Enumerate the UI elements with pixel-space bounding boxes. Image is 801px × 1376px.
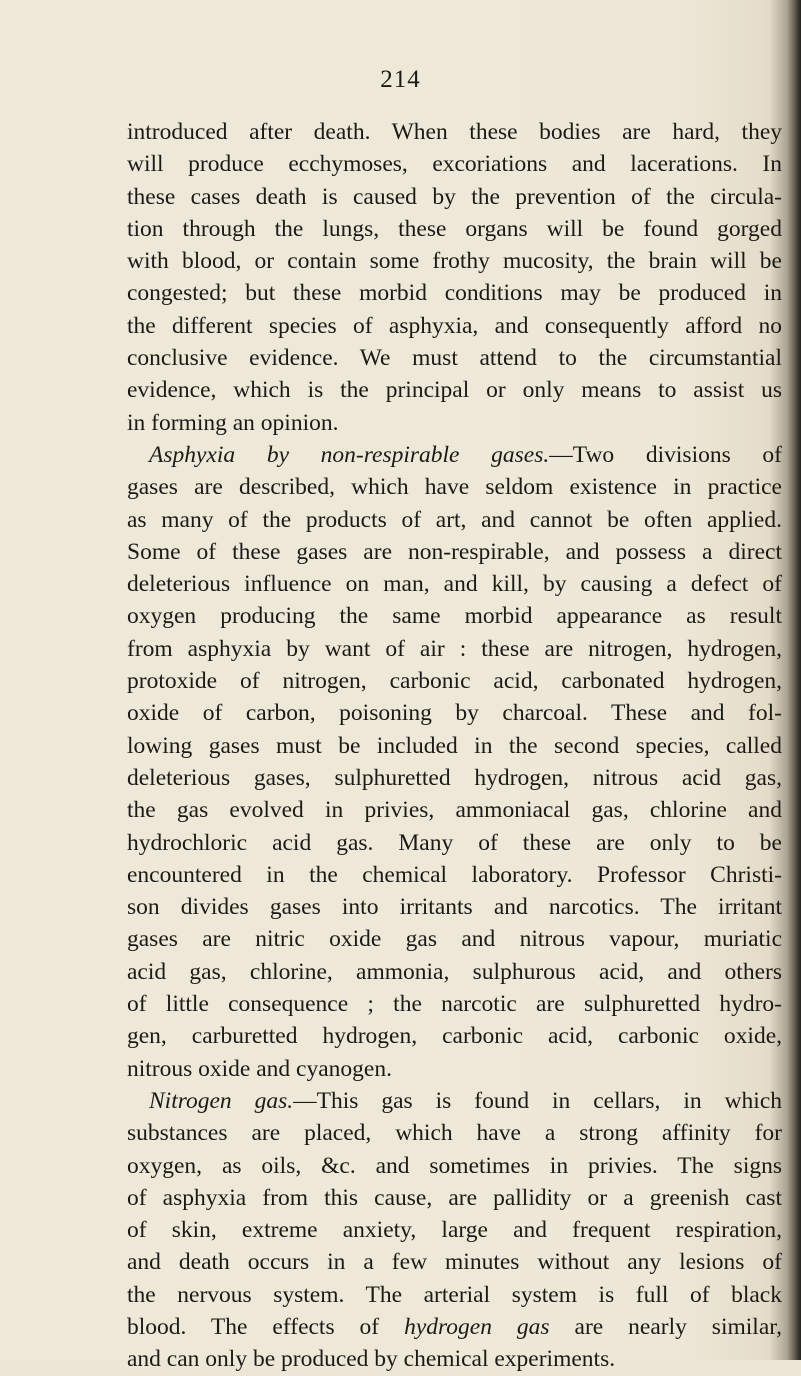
text-line (127, 439, 782, 471)
text-line: oxide of carbon, poisoning by charcoal. These and fol- (127, 700, 782, 727)
text-line: substances are placed, which have a strong affinity for (127, 1120, 782, 1147)
text-line: gases are nitric oxide gas and nitrous vapour, muriatic (127, 926, 782, 953)
text-line: the gas evolved in privies, ammoniacal gas, chlorine and (127, 797, 782, 824)
text-line: deleterious influence on man, and kill, by causing a defect of (127, 571, 782, 598)
text-line: son divides gases into irritants and narcotics. The irritant (127, 894, 782, 921)
text-line: oxygen, as oils, &c. and sometimes in privies. The signs (127, 1152, 782, 1179)
page-number: 214 (380, 66, 421, 93)
text-line: of asphyxia from this cause, are pallidity or a greenish cast (127, 1184, 782, 1211)
text-line: congested; but these morbid conditions may be produced in (127, 280, 782, 307)
text-line: gases are described, which have seldom existence in practice (127, 474, 782, 501)
text-line: with blood, or contain some frothy mucosity, the brain will be (127, 248, 782, 275)
text-line: tion through the lungs, these organs will be found gorged (127, 215, 782, 242)
text-line: and death occurs in a few minutes without any lesions of (127, 1249, 782, 1276)
text-line (127, 1085, 782, 1117)
text-line: Some of these gases are non-respirable, and possess a direct (127, 538, 782, 565)
text-line: acid gas, chlorine, ammonia, sulphurous acid, and others (127, 958, 782, 985)
section-heading: Nitrogen gas. (149, 1087, 294, 1114)
line-text: blood. The effects of (127, 1313, 380, 1340)
line-text: —This gas is found in cellars, in which (293, 1087, 782, 1114)
text-line: as many of the products of art, and cannot be often applied. (127, 506, 782, 533)
italic-term: hydrogen gas (404, 1313, 550, 1340)
text-line: oxygen producing the same morbid appearance as result (127, 603, 782, 630)
text-line: evidence, which is the principal or only means to assist us (127, 377, 782, 404)
text-line: introduced after death. When these bodies are hard, they (127, 119, 782, 145)
text-line: deleterious gases, sulphuretted hydrogen, nitrous acid gas, (127, 764, 782, 791)
text-line: conclusive evidence. We must attend to the circumstantial (127, 345, 782, 372)
text-line: hydrochloric acid gas. Many of these are only to be (127, 829, 782, 856)
text-line: the nervous system. The arterial system is full of black (127, 1281, 782, 1308)
text-line: of little consequence ; the narcotic are sulphuretted hydro- (127, 991, 782, 1018)
text-line: and can only be produced by chemical experiments. (127, 1346, 616, 1373)
text-line: encountered in the chemical laboratory. Professor Christi- (127, 861, 782, 888)
text-line: lowing gases must be included in the second species, called (127, 732, 782, 759)
text-line: protoxide of nitrogen, carbonic acid, carbonated hydrogen, (127, 668, 782, 695)
text-line: from asphyxia by want of air : these are nitrogen, hydrogen, (127, 635, 782, 662)
text-line: nitrous oxide and cyanogen. (127, 1055, 392, 1082)
text-line: the different species of asphyxia, and consequently afford no (127, 312, 782, 339)
text-line: of skin, extreme anxiety, large and frequent respiration, (127, 1217, 782, 1244)
text-line: will produce ecchymoses, excoriations and lacerations. In (127, 151, 782, 178)
line-text: —Two divisions of (549, 441, 782, 468)
text-line: these cases death is caused by the prevention of the circula- (127, 183, 782, 210)
page-edge-shadow (787, 0, 801, 1360)
body-text (127, 116, 782, 1376)
text-line: gen, carburetted hydrogen, carbonic acid, carbonic oxide, (127, 1023, 782, 1050)
line-text-tail: are nearly similar, (574, 1313, 783, 1340)
section-heading: Asphyxia by non-respirable gases. (149, 441, 550, 468)
text-line (127, 1311, 782, 1343)
text-line: in forming an opinion. (127, 409, 339, 436)
